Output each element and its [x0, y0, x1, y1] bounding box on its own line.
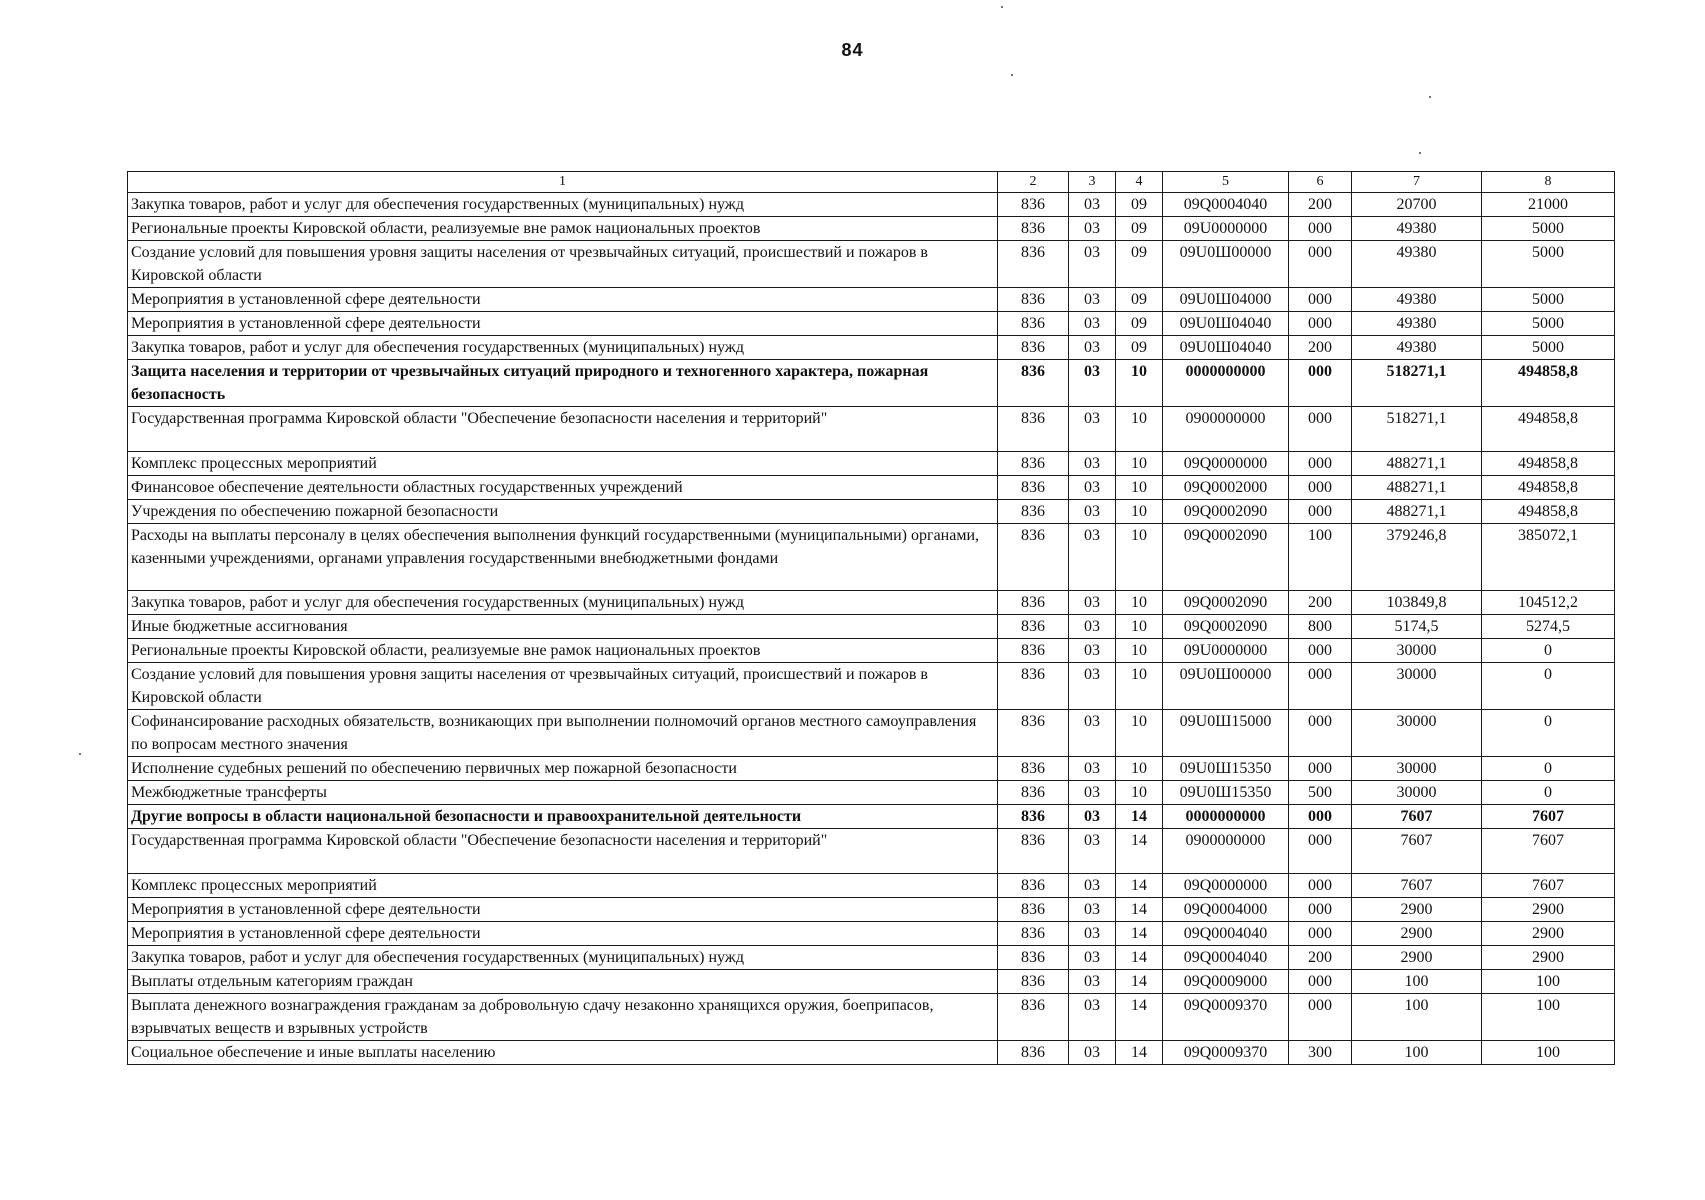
row-value-cell-c8: 5000	[1482, 288, 1615, 312]
row-value-cell-c8: 7607	[1482, 829, 1615, 874]
row-value-cell-c8: 5000	[1482, 312, 1615, 336]
row-value-cell-c4: 14	[1116, 946, 1163, 970]
row-value-cell-c5: 09Q0002090	[1163, 615, 1289, 639]
row-value-cell-c7: 379246,8	[1352, 524, 1482, 591]
row-value-cell-c2: 836	[998, 407, 1069, 452]
row-value-cell-c4: 09	[1116, 217, 1163, 241]
table-row	[128, 312, 1615, 336]
row-value-cell-c8: 0	[1482, 757, 1615, 781]
row-value-cell-c3: 03	[1069, 639, 1116, 663]
row-value-cell-c8: 100	[1482, 1041, 1615, 1065]
row-value-cell-c6: 000	[1289, 639, 1352, 663]
row-value-cell-c6: 000	[1289, 407, 1352, 452]
row-value-cell-c5: 09Q0002090	[1163, 524, 1289, 591]
row-value-cell-c5: 09U0Ш00000	[1163, 663, 1289, 710]
row-value-cell-c2: 836	[998, 874, 1069, 898]
table-row	[128, 874, 1615, 898]
table-row	[128, 970, 1615, 994]
row-value-cell-c5: 09U0Ш15000	[1163, 710, 1289, 757]
row-value-cell-c5: 09U0Ш04000	[1163, 288, 1289, 312]
row-value-cell-c2: 836	[998, 781, 1069, 805]
row-value-cell-c8: 100	[1482, 994, 1615, 1041]
row-value-cell-c4: 09	[1116, 193, 1163, 217]
row-value-cell-c7: 49380	[1352, 336, 1482, 360]
row-value-cell-c5: 09Q0002090	[1163, 591, 1289, 615]
row-value-cell-c7: 103849,8	[1352, 591, 1482, 615]
row-value-cell-c6: 100	[1289, 524, 1352, 591]
row-value-cell-c7: 30000	[1352, 663, 1482, 710]
row-value-cell-c8: 2900	[1482, 946, 1615, 970]
row-value-cell-c3: 03	[1069, 874, 1116, 898]
row-value-cell-c6: 000	[1289, 476, 1352, 500]
table-row	[128, 710, 1615, 757]
row-value-cell-c4: 10	[1116, 524, 1163, 591]
row-value-cell-c7: 49380	[1352, 241, 1482, 288]
row-value-cell-c6: 000	[1289, 500, 1352, 524]
row-value-cell-c4: 10	[1116, 407, 1163, 452]
row-value-cell-c4: 10	[1116, 663, 1163, 710]
row-value-cell-c3: 03	[1069, 922, 1116, 946]
row-value-cell-c7: 100	[1352, 994, 1482, 1041]
row-name-cell: Расходы на выплаты персоналу в целях обеспечения выполнения функций государственными (муниципальными) органами, казенными учреждениями, органами управления государственными внебюджетными фондами	[128, 524, 998, 591]
row-value-cell-c6: 200	[1289, 336, 1352, 360]
row-value-cell-c8: 0	[1482, 710, 1615, 757]
page-number: 84	[841, 40, 864, 60]
table-row	[128, 639, 1615, 663]
row-value-cell-c4: 14	[1116, 829, 1163, 874]
row-value-cell-c6: 000	[1289, 829, 1352, 874]
row-value-cell-c7: 49380	[1352, 312, 1482, 336]
row-value-cell-c8: 494858,8	[1482, 452, 1615, 476]
row-value-cell-c6: 300	[1289, 1041, 1352, 1065]
row-name-cell: Государственная программа Кировской области "Обеспечение безопасности населения и территорий"	[128, 407, 998, 452]
table-row	[128, 193, 1615, 217]
row-value-cell-c2: 836	[998, 898, 1069, 922]
row-value-cell-c8: 2900	[1482, 922, 1615, 946]
row-value-cell-c5: 09Q0004040	[1163, 193, 1289, 217]
row-value-cell-c8: 5000	[1482, 217, 1615, 241]
table-row	[128, 360, 1615, 407]
row-value-cell-c7: 7607	[1352, 829, 1482, 874]
row-value-cell-c4: 10	[1116, 452, 1163, 476]
row-value-cell-c4: 10	[1116, 615, 1163, 639]
table-row	[128, 922, 1615, 946]
header-cell: 6	[1289, 172, 1352, 193]
row-value-cell-c3: 03	[1069, 1041, 1116, 1065]
row-value-cell-c4: 14	[1116, 922, 1163, 946]
row-value-cell-c8: 0	[1482, 663, 1615, 710]
row-name-cell: Региональные проекты Кировской области, реализуемые вне рамок национальных проектов	[128, 639, 998, 663]
row-value-cell-c7: 488271,1	[1352, 500, 1482, 524]
row-value-cell-c7: 5174,5	[1352, 615, 1482, 639]
row-value-cell-c3: 03	[1069, 805, 1116, 829]
row-value-cell-c2: 836	[998, 500, 1069, 524]
header-cell: 8	[1482, 172, 1615, 193]
row-value-cell-c8: 494858,8	[1482, 500, 1615, 524]
row-name-cell: Межбюджетные трансферты	[128, 781, 998, 805]
row-value-cell-c6: 200	[1289, 591, 1352, 615]
table-row	[128, 476, 1615, 500]
row-value-cell-c2: 836	[998, 639, 1069, 663]
row-value-cell-c5: 09Q0002090	[1163, 500, 1289, 524]
row-value-cell-c6: 000	[1289, 288, 1352, 312]
row-value-cell-c4: 10	[1116, 476, 1163, 500]
row-name-cell: Выплаты отдельным категориям граждан	[128, 970, 998, 994]
header-row	[128, 172, 1615, 193]
row-value-cell-c7: 2900	[1352, 898, 1482, 922]
table-row	[128, 1041, 1615, 1065]
table-row	[128, 994, 1615, 1041]
row-value-cell-c2: 836	[998, 476, 1069, 500]
row-value-cell-c3: 03	[1069, 898, 1116, 922]
row-name-cell: Создание условий для повышения уровня защиты населения от чрезвычайных ситуаций, происшествий и пожаров в Кировской области	[128, 241, 998, 288]
header-cell: 1	[128, 172, 998, 193]
row-value-cell-c2: 836	[998, 615, 1069, 639]
row-value-cell-c5: 09U0000000	[1163, 639, 1289, 663]
header-cell: 3	[1069, 172, 1116, 193]
row-value-cell-c6: 000	[1289, 805, 1352, 829]
table-row	[128, 591, 1615, 615]
row-value-cell-c2: 836	[998, 1041, 1069, 1065]
row-value-cell-c6: 000	[1289, 663, 1352, 710]
row-value-cell-c4: 09	[1116, 312, 1163, 336]
row-value-cell-c2: 836	[998, 591, 1069, 615]
row-value-cell-c3: 03	[1069, 663, 1116, 710]
row-value-cell-c5: 09U0Ш04040	[1163, 336, 1289, 360]
row-value-cell-c8: 100	[1482, 970, 1615, 994]
row-value-cell-c7: 30000	[1352, 757, 1482, 781]
row-value-cell-c2: 836	[998, 241, 1069, 288]
row-value-cell-c5: 09Q0000000	[1163, 874, 1289, 898]
row-value-cell-c5: 0000000000	[1163, 805, 1289, 829]
header-cell: 2	[998, 172, 1069, 193]
row-value-cell-c2: 836	[998, 288, 1069, 312]
row-value-cell-c3: 03	[1069, 452, 1116, 476]
row-value-cell-c3: 03	[1069, 360, 1116, 407]
scan-speck	[1429, 96, 1431, 98]
table-row	[128, 407, 1615, 452]
row-value-cell-c6: 000	[1289, 898, 1352, 922]
row-value-cell-c2: 836	[998, 757, 1069, 781]
row-value-cell-c8: 385072,1	[1482, 524, 1615, 591]
row-value-cell-c8: 0	[1482, 639, 1615, 663]
row-value-cell-c7: 2900	[1352, 922, 1482, 946]
row-name-cell: Закупка товаров, работ и услуг для обеспечения государственных (муниципальных) нужд	[128, 336, 998, 360]
row-name-cell: Комплекс процессных мероприятий	[128, 452, 998, 476]
row-value-cell-c8: 494858,8	[1482, 476, 1615, 500]
row-value-cell-c4: 10	[1116, 500, 1163, 524]
row-value-cell-c5: 09U0Ш00000	[1163, 241, 1289, 288]
row-value-cell-c6: 000	[1289, 970, 1352, 994]
table-row	[128, 829, 1615, 874]
row-value-cell-c8: 7607	[1482, 874, 1615, 898]
row-name-cell: Мероприятия в установленной сфере деятельности	[128, 288, 998, 312]
row-name-cell: Учреждения по обеспечению пожарной безопасности	[128, 500, 998, 524]
row-value-cell-c6: 000	[1289, 710, 1352, 757]
row-value-cell-c7: 30000	[1352, 781, 1482, 805]
row-value-cell-c4: 10	[1116, 639, 1163, 663]
row-value-cell-c3: 03	[1069, 217, 1116, 241]
row-value-cell-c4: 10	[1116, 781, 1163, 805]
row-name-cell: Создание условий для повышения уровня защиты населения от чрезвычайных ситуаций, происшествий и пожаров в Кировской области	[128, 663, 998, 710]
row-value-cell-c5: 0000000000	[1163, 360, 1289, 407]
row-value-cell-c2: 836	[998, 946, 1069, 970]
row-name-cell: Мероприятия в установленной сфере деятельности	[128, 922, 998, 946]
table-row	[128, 663, 1615, 710]
row-value-cell-c2: 836	[998, 217, 1069, 241]
row-name-cell: Закупка товаров, работ и услуг для обеспечения государственных (муниципальных) нужд	[128, 946, 998, 970]
row-value-cell-c2: 836	[998, 336, 1069, 360]
row-value-cell-c7: 49380	[1352, 217, 1482, 241]
row-value-cell-c7: 7607	[1352, 874, 1482, 898]
scan-speck	[79, 753, 81, 755]
header-cell: 7	[1352, 172, 1482, 193]
row-value-cell-c5: 09Q0009370	[1163, 1041, 1289, 1065]
table-row	[128, 781, 1615, 805]
row-name-cell: Региональные проекты Кировской области, реализуемые вне рамок национальных проектов	[128, 217, 998, 241]
scan-speck	[1419, 152, 1421, 154]
row-value-cell-c5: 09Q0009000	[1163, 970, 1289, 994]
row-value-cell-c3: 03	[1069, 500, 1116, 524]
row-value-cell-c2: 836	[998, 829, 1069, 874]
row-value-cell-c8: 104512,2	[1482, 591, 1615, 615]
row-value-cell-c7: 100	[1352, 970, 1482, 994]
table-row	[128, 288, 1615, 312]
row-value-cell-c6: 200	[1289, 193, 1352, 217]
row-value-cell-c8: 7607	[1482, 805, 1615, 829]
row-value-cell-c8: 5000	[1482, 336, 1615, 360]
row-value-cell-c6: 000	[1289, 241, 1352, 288]
row-value-cell-c6: 000	[1289, 757, 1352, 781]
row-value-cell-c3: 03	[1069, 994, 1116, 1041]
row-name-cell: Другие вопросы в области национальной безопасности и правоохранительной деятельности	[128, 805, 998, 829]
row-value-cell-c4: 14	[1116, 1041, 1163, 1065]
row-name-cell: Выплата денежного вознаграждения гражданам за добровольную сдачу незаконно хранящихся оружия, боеприпасов, взрывчатых веществ и взрывных устройств	[128, 994, 998, 1041]
row-value-cell-c4: 10	[1116, 360, 1163, 407]
row-name-cell: Иные бюджетные ассигнования	[128, 615, 998, 639]
row-value-cell-c7: 488271,1	[1352, 476, 1482, 500]
table-row	[128, 217, 1615, 241]
row-value-cell-c5: 09U0Ш15350	[1163, 757, 1289, 781]
row-value-cell-c2: 836	[998, 805, 1069, 829]
row-value-cell-c3: 03	[1069, 336, 1116, 360]
row-value-cell-c7: 30000	[1352, 710, 1482, 757]
row-name-cell: Финансовое обеспечение деятельности областных государственных учреждений	[128, 476, 998, 500]
table-row	[128, 757, 1615, 781]
row-value-cell-c7: 49380	[1352, 288, 1482, 312]
row-value-cell-c6: 000	[1289, 452, 1352, 476]
row-value-cell-c6: 800	[1289, 615, 1352, 639]
row-value-cell-c5: 09U0Ш04040	[1163, 312, 1289, 336]
row-name-cell: Закупка товаров, работ и услуг для обеспечения государственных (муниципальных) нужд	[128, 193, 998, 217]
row-value-cell-c3: 03	[1069, 476, 1116, 500]
row-name-cell: Социальное обеспечение и иные выплаты населению	[128, 1041, 998, 1065]
row-value-cell-c4: 14	[1116, 874, 1163, 898]
row-name-cell: Мероприятия в установленной сфере деятельности	[128, 312, 998, 336]
row-value-cell-c4: 09	[1116, 336, 1163, 360]
row-value-cell-c4: 10	[1116, 591, 1163, 615]
row-value-cell-c5: 09Q0004040	[1163, 946, 1289, 970]
row-value-cell-c3: 03	[1069, 946, 1116, 970]
budget-table	[127, 171, 1615, 1065]
row-value-cell-c3: 03	[1069, 288, 1116, 312]
row-value-cell-c2: 836	[998, 524, 1069, 591]
row-name-cell: Мероприятия в установленной сфере деятельности	[128, 898, 998, 922]
row-name-cell: Защита населения и территории от чрезвычайных ситуаций природного и техногенного характера, пожарная безопасность	[128, 360, 998, 407]
row-value-cell-c2: 836	[998, 922, 1069, 946]
row-value-cell-c4: 10	[1116, 757, 1163, 781]
row-value-cell-c4: 10	[1116, 710, 1163, 757]
row-value-cell-c5: 09Q0002000	[1163, 476, 1289, 500]
row-value-cell-c2: 836	[998, 193, 1069, 217]
row-value-cell-c4: 14	[1116, 898, 1163, 922]
table-row	[128, 524, 1615, 591]
row-value-cell-c4: 14	[1116, 970, 1163, 994]
row-value-cell-c7: 518271,1	[1352, 407, 1482, 452]
row-value-cell-c8: 2900	[1482, 898, 1615, 922]
row-value-cell-c2: 836	[998, 360, 1069, 407]
header-cell: 5	[1163, 172, 1289, 193]
row-value-cell-c3: 03	[1069, 241, 1116, 288]
row-value-cell-c3: 03	[1069, 970, 1116, 994]
table-row	[128, 336, 1615, 360]
row-name-cell: Комплекс процессных мероприятий	[128, 874, 998, 898]
row-value-cell-c7: 30000	[1352, 639, 1482, 663]
row-value-cell-c7: 518271,1	[1352, 360, 1482, 407]
table-row	[128, 805, 1615, 829]
row-value-cell-c6: 200	[1289, 946, 1352, 970]
row-value-cell-c7: 7607	[1352, 805, 1482, 829]
row-value-cell-c3: 03	[1069, 829, 1116, 874]
row-value-cell-c5: 0900000000	[1163, 407, 1289, 452]
row-name-cell: Государственная программа Кировской области "Обеспечение безопасности населения и территорий"	[128, 829, 998, 874]
row-value-cell-c4: 14	[1116, 994, 1163, 1041]
table-row	[128, 946, 1615, 970]
header-cell: 4	[1116, 172, 1163, 193]
row-value-cell-c8: 5000	[1482, 241, 1615, 288]
row-value-cell-c5: 0900000000	[1163, 829, 1289, 874]
scan-speck	[1001, 6, 1003, 8]
row-value-cell-c4: 09	[1116, 241, 1163, 288]
row-value-cell-c6: 000	[1289, 922, 1352, 946]
row-value-cell-c3: 03	[1069, 524, 1116, 591]
row-value-cell-c7: 2900	[1352, 946, 1482, 970]
row-value-cell-c3: 03	[1069, 710, 1116, 757]
row-value-cell-c7: 20700	[1352, 193, 1482, 217]
row-value-cell-c2: 836	[998, 663, 1069, 710]
row-value-cell-c5: 09Q0004000	[1163, 898, 1289, 922]
row-value-cell-c8: 494858,8	[1482, 360, 1615, 407]
row-value-cell-c3: 03	[1069, 407, 1116, 452]
row-value-cell-c6: 500	[1289, 781, 1352, 805]
row-value-cell-c8: 21000	[1482, 193, 1615, 217]
row-value-cell-c5: 09Q0000000	[1163, 452, 1289, 476]
row-value-cell-c8: 5274,5	[1482, 615, 1615, 639]
row-value-cell-c5: 09Q0004040	[1163, 922, 1289, 946]
row-value-cell-c8: 0	[1482, 781, 1615, 805]
scan-speck	[1011, 74, 1013, 76]
row-name-cell: Закупка товаров, работ и услуг для обеспечения государственных (муниципальных) нужд	[128, 591, 998, 615]
row-value-cell-c3: 03	[1069, 781, 1116, 805]
row-value-cell-c6: 000	[1289, 312, 1352, 336]
row-value-cell-c3: 03	[1069, 615, 1116, 639]
row-name-cell: Софинансирование расходных обязательств, возникающих при выполнении полномочий органов местного самоуправления по вопросам местного значения	[128, 710, 998, 757]
table-row	[128, 615, 1615, 639]
row-value-cell-c5: 09U0000000	[1163, 217, 1289, 241]
row-value-cell-c6: 000	[1289, 217, 1352, 241]
row-value-cell-c8: 494858,8	[1482, 407, 1615, 452]
row-value-cell-c2: 836	[998, 970, 1069, 994]
table-row	[128, 898, 1615, 922]
row-value-cell-c2: 836	[998, 312, 1069, 336]
row-value-cell-c3: 03	[1069, 193, 1116, 217]
row-value-cell-c3: 03	[1069, 312, 1116, 336]
row-value-cell-c4: 14	[1116, 805, 1163, 829]
row-value-cell-c6: 000	[1289, 994, 1352, 1041]
row-value-cell-c6: 000	[1289, 360, 1352, 407]
table-row	[128, 241, 1615, 288]
row-value-cell-c7: 488271,1	[1352, 452, 1482, 476]
row-name-cell: Исполнение судебных решений по обеспечению первичных мер пожарной безопасности	[128, 757, 998, 781]
table-row	[128, 452, 1615, 476]
row-value-cell-c2: 836	[998, 452, 1069, 476]
row-value-cell-c4: 09	[1116, 288, 1163, 312]
row-value-cell-c3: 03	[1069, 591, 1116, 615]
table-row	[128, 500, 1615, 524]
row-value-cell-c5: 09Q0009370	[1163, 994, 1289, 1041]
row-value-cell-c2: 836	[998, 994, 1069, 1041]
row-value-cell-c5: 09U0Ш15350	[1163, 781, 1289, 805]
row-value-cell-c7: 100	[1352, 1041, 1482, 1065]
row-value-cell-c6: 000	[1289, 874, 1352, 898]
row-value-cell-c3: 03	[1069, 757, 1116, 781]
row-value-cell-c2: 836	[998, 710, 1069, 757]
